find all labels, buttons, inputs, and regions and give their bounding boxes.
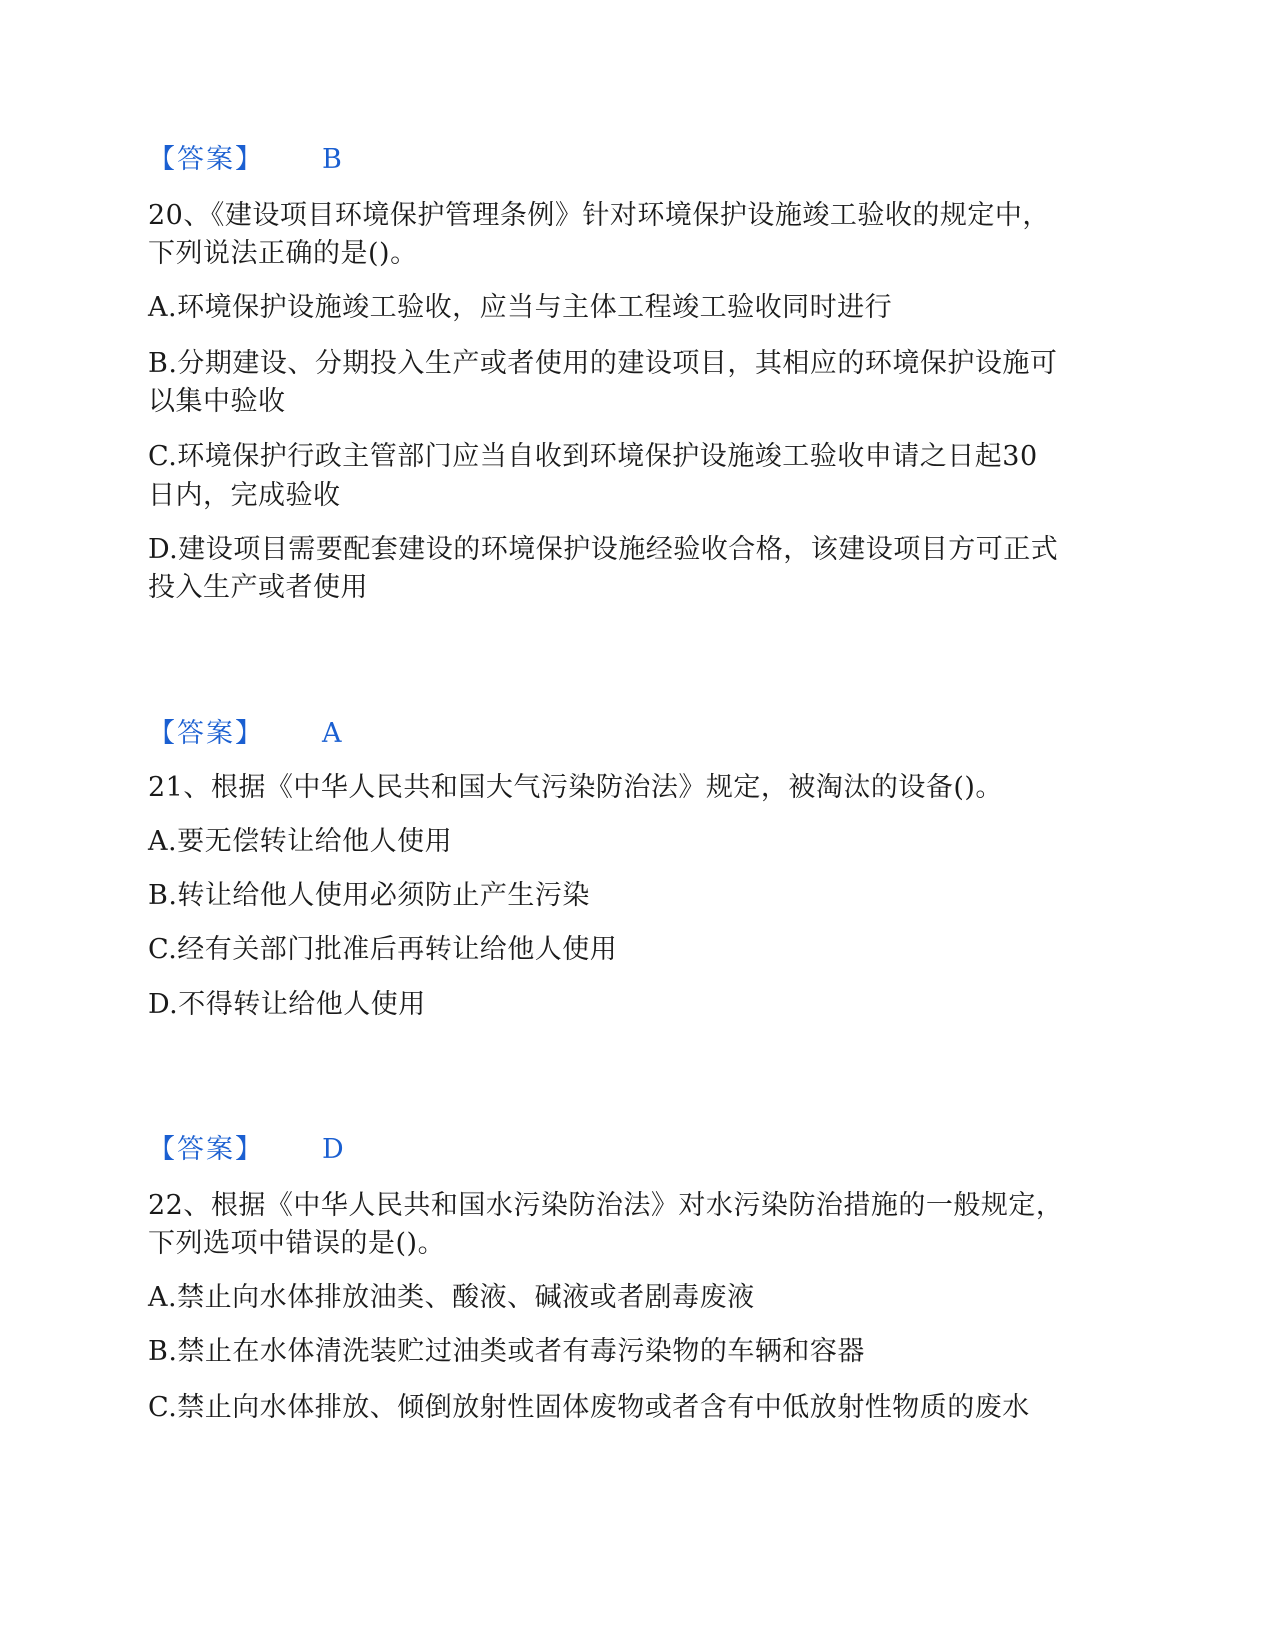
option-20-b-line-2: 以集中验收 bbox=[148, 386, 286, 417]
answer-tag: 【答案】 bbox=[148, 718, 264, 749]
question-20-line-2: 下列说法正确的是()。 bbox=[148, 238, 418, 269]
option-21-d: D.不得转让给他人使用 bbox=[148, 989, 426, 1020]
answer-line-21 bbox=[148, 1130, 344, 1170]
option-20-c-line-2: 日内，完成验收 bbox=[148, 480, 341, 511]
question-22-line-1: 22、根据《中华人民共和国水污染防治法》对水污染防治措施的一般规定， bbox=[148, 1190, 1064, 1221]
option-21-c: C.经有关部门批准后再转让给他人使用 bbox=[148, 934, 618, 965]
option-20-a: A.环境保护设施竣工验收，应当与主体工程竣工验收同时进行 bbox=[148, 292, 893, 323]
option-20-d-line-1: D.建设项目需要配套建设的环境保护设施经验收合格，该建设项目方可正式 bbox=[148, 534, 1059, 565]
option-20-c-line-1: C.环境保护行政主管部门应当自收到环境保护设施竣工验收申请之日起30 bbox=[148, 441, 1038, 472]
option-22-c: C.禁止向水体排放、倾倒放射性固体废物或者含有中低放射性物质的废水 bbox=[148, 1392, 1030, 1423]
answer-line-20 bbox=[148, 714, 342, 754]
answer-tag: 【答案】 bbox=[148, 1134, 264, 1165]
answer-value: D bbox=[322, 1134, 344, 1165]
question-21-line-1: 21、根据《中华人民共和国大气污染防治法》规定，被淘汰的设备()。 bbox=[148, 772, 1003, 803]
option-22-b: B.禁止在水体清洗装贮过油类或者有毒污染物的车辆和容器 bbox=[148, 1336, 865, 1367]
question-20-line-1: 20、《建设项目环境保护管理条例》针对环境保护设施竣工验收的规定中， bbox=[148, 200, 1050, 231]
option-21-b: B.转让给他人使用必须防止产生污染 bbox=[148, 880, 590, 911]
answer-line-19 bbox=[148, 140, 342, 180]
option-20-d-line-2: 投入生产或者使用 bbox=[148, 572, 368, 603]
option-20-b-line-1: B.分期建设、分期投入生产或者使用的建设项目，其相应的环境保护设施可 bbox=[148, 348, 1058, 379]
answer-value: A bbox=[322, 718, 342, 749]
option-22-a: A.禁止向水体排放油类、酸液、碱液或者剧毒废液 bbox=[148, 1282, 755, 1313]
answer-value: B bbox=[322, 144, 342, 175]
question-22-line-2: 下列选项中错误的是()。 bbox=[148, 1228, 446, 1259]
option-21-a: A.要无偿转让给他人使用 bbox=[148, 826, 453, 857]
answer-tag: 【答案】 bbox=[148, 144, 264, 175]
